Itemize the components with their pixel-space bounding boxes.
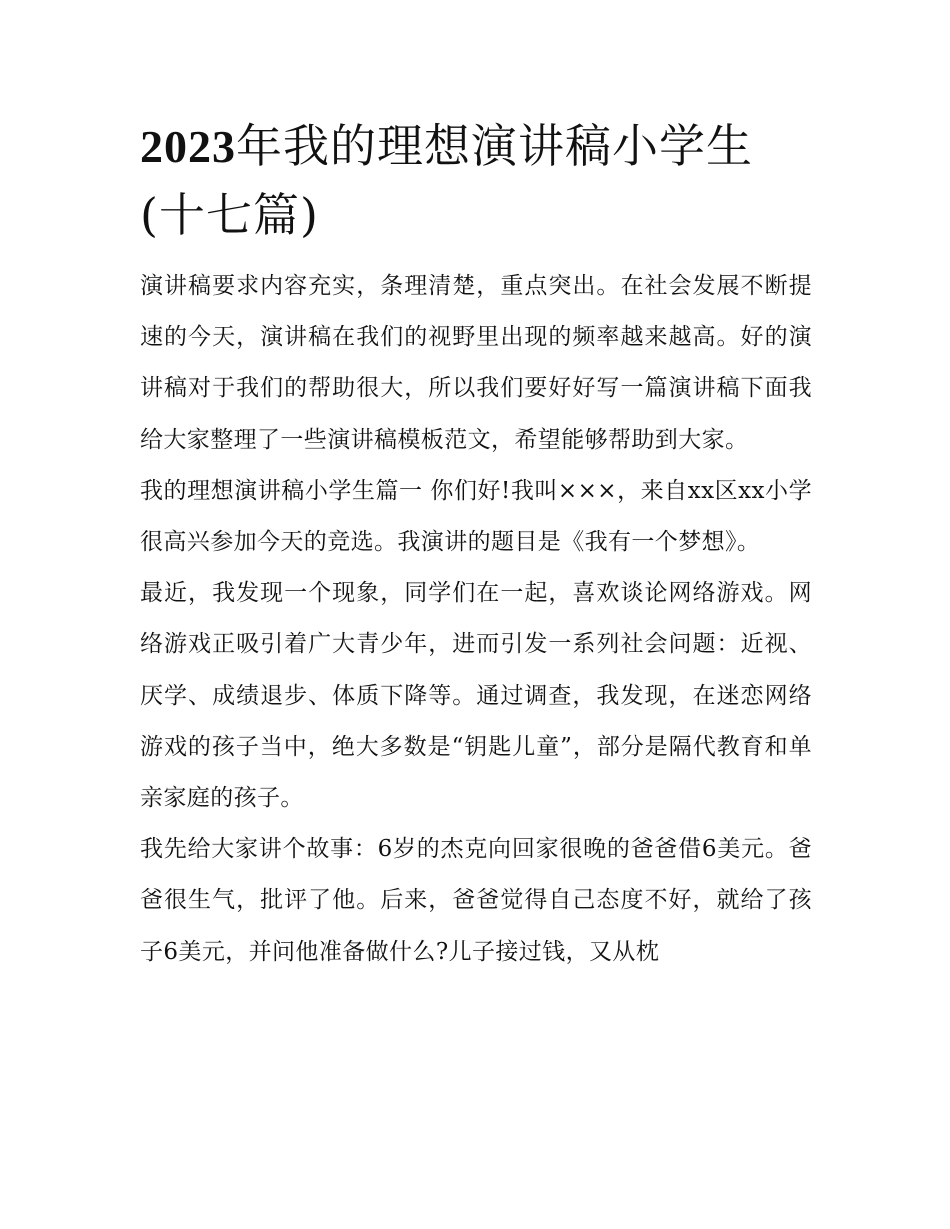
paragraph-observation: 最近，我发现一个现象，同学们在一起，喜欢谈论网络游戏。网络游戏正吸引着广大青少年，进而引发一系列社会问题：近视、厌学、成绩退步、体质下降等。通过调查，我发现，在迷恋网络游戏的孩子当中，绝大多数是“钥匙儿童”，部分是隔代教育和单亲家庭的孩子。 [140, 580, 812, 812]
paragraph-intro: 演讲稿要求内容充实，条理清楚，重点突出。在社会发展不断提速的今天，演讲稿在我们的视野里出现的频率越来越高。好的演讲稿对于我们的帮助很大，所以我们要好好写一篇演讲稿下面我给大家整理了一些演讲稿模板范文，希望能够帮助到大家。 [140, 273, 812, 453]
title-text: 年我的理想演讲稿小学生(十七篇) [140, 119, 753, 242]
document-title [140, 112, 812, 249]
title-year: 2023 [140, 121, 236, 172]
document-body [140, 112, 812, 978]
paragraph-story: 我先给大家讲个故事：6岁的杰克向回家很晚的爸爸借6美元。爸爸很生气，批评了他。后来，爸爸觉得自己态度不好，就给了孩子6美元，并问他准备做什么?儿子接过钱，又从枕 [140, 836, 812, 965]
paragraph-speech-opening: 我的理想演讲稿小学生篇一 你们好!我叫×××，来自xx区xx小学 很高兴参加今天的竞选。我演讲的题目是《我有一个梦想》。 [140, 477, 812, 556]
